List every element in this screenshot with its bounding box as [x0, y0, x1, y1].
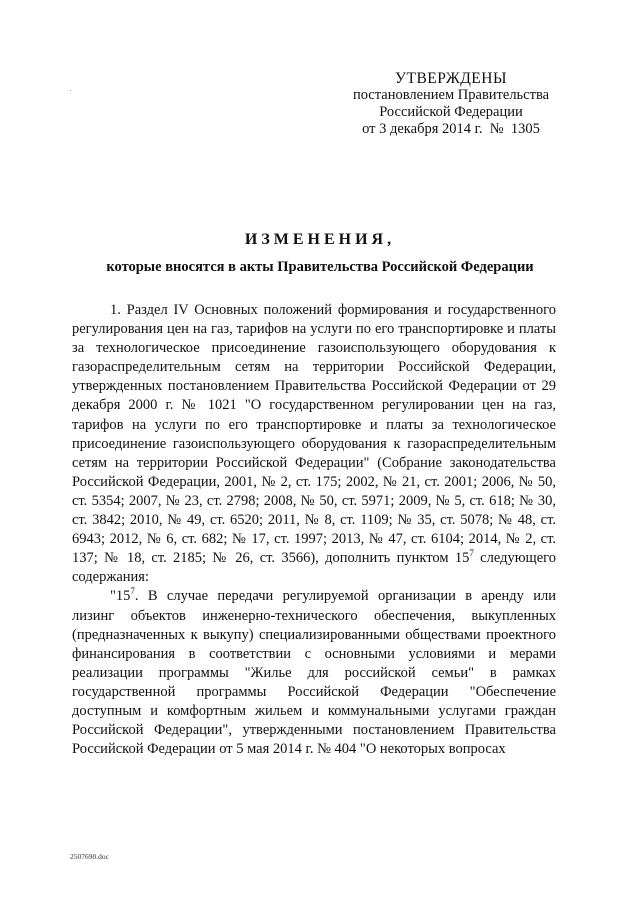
paragraph-1-ending: следующего содержания: — [72, 550, 556, 586]
document-title: ИЗМЕНЕНИЯ, — [244, 231, 396, 248]
approval-title: УТВЕРЖДЕНЫ — [395, 70, 507, 87]
document-subtitle: которые вносятся в акты Правительства Российской Федерации — [106, 259, 534, 275]
approval-line-1: постановлением Правительства — [352, 87, 550, 103]
document-body — [72, 301, 556, 759]
paragraph-2-superscript: 7 — [130, 586, 135, 597]
paragraph-2-text: . В случае передачи регулируемой организации в аренду или лизинг объектов инженерно-технического обеспечения, выкупленных (предназначенных к выкупу) специализированными обществами проектного финансирования в соответствии с основными условиями и мерами реализации программы "Жилье для российской семьи" в рамках государственной программы Российской Федерации "Обеспечение доступным и комфортным жильем и коммунальными услугами граждан Российской Федерации", утвержденными постановлением Правительства Российской Федерации от 5 мая 2014 г. № 404 "О некоторых вопросах — [72, 588, 556, 758]
paragraph-1 — [72, 301, 556, 587]
paragraph-1-text: 1. Раздел IV Основных положений формирования и государственного регулирования цен на газ, тарифов на услуги по его транспортировке и платы за технологическое присоединение газоиспользующего оборудования к газораспределительным сетям на территории Российской Федерации, утвержденных постановлением Правительства Российской Федерации от 29 декабря 2000 г. № 1021 "О государственном регулировании цен на газ, тарифов на услуги по его транспортировке и платы за технологическое присоединение газоиспользующего оборудования к газораспределительным сетям на территории Российской Федерации" (Собрание законодательства Российской Федерации, 2001, № 2, ст. 175; 2002, № 21, ст. 2001; 2006, № 50, ст. 5354; 2007, № 23, ст. 2798; 2008, № 50, ст. 5971; 2009, № 5, ст. 618; № 30, ст. 3842; 2010, № 49, ст. 6520; 2011, № 8, ст. 1109; № 35, ст. 5078; № 48, ст. 6943; 2012, № 6, ст. 682; № 17, ст. 1997; 2013, № 47, ст. 6104; 2014, № 2, ст. 137; № 18, ст. 2185; № 26, ст. 3566), дополнить пунктом 15 — [72, 302, 556, 567]
scan-mark — [70, 90, 71, 91]
footer-filename: 2507690.doc — [70, 852, 109, 861]
paragraph-1-superscript: 7 — [469, 548, 474, 559]
approval-line-2: Российской Федерации — [379, 104, 523, 120]
paragraph-2 — [72, 587, 556, 759]
approval-block — [336, 70, 566, 138]
approval-line-3: от 3 декабря 2014 г. № 1305 — [362, 121, 540, 137]
paragraph-2-start: "15 — [110, 588, 131, 605]
